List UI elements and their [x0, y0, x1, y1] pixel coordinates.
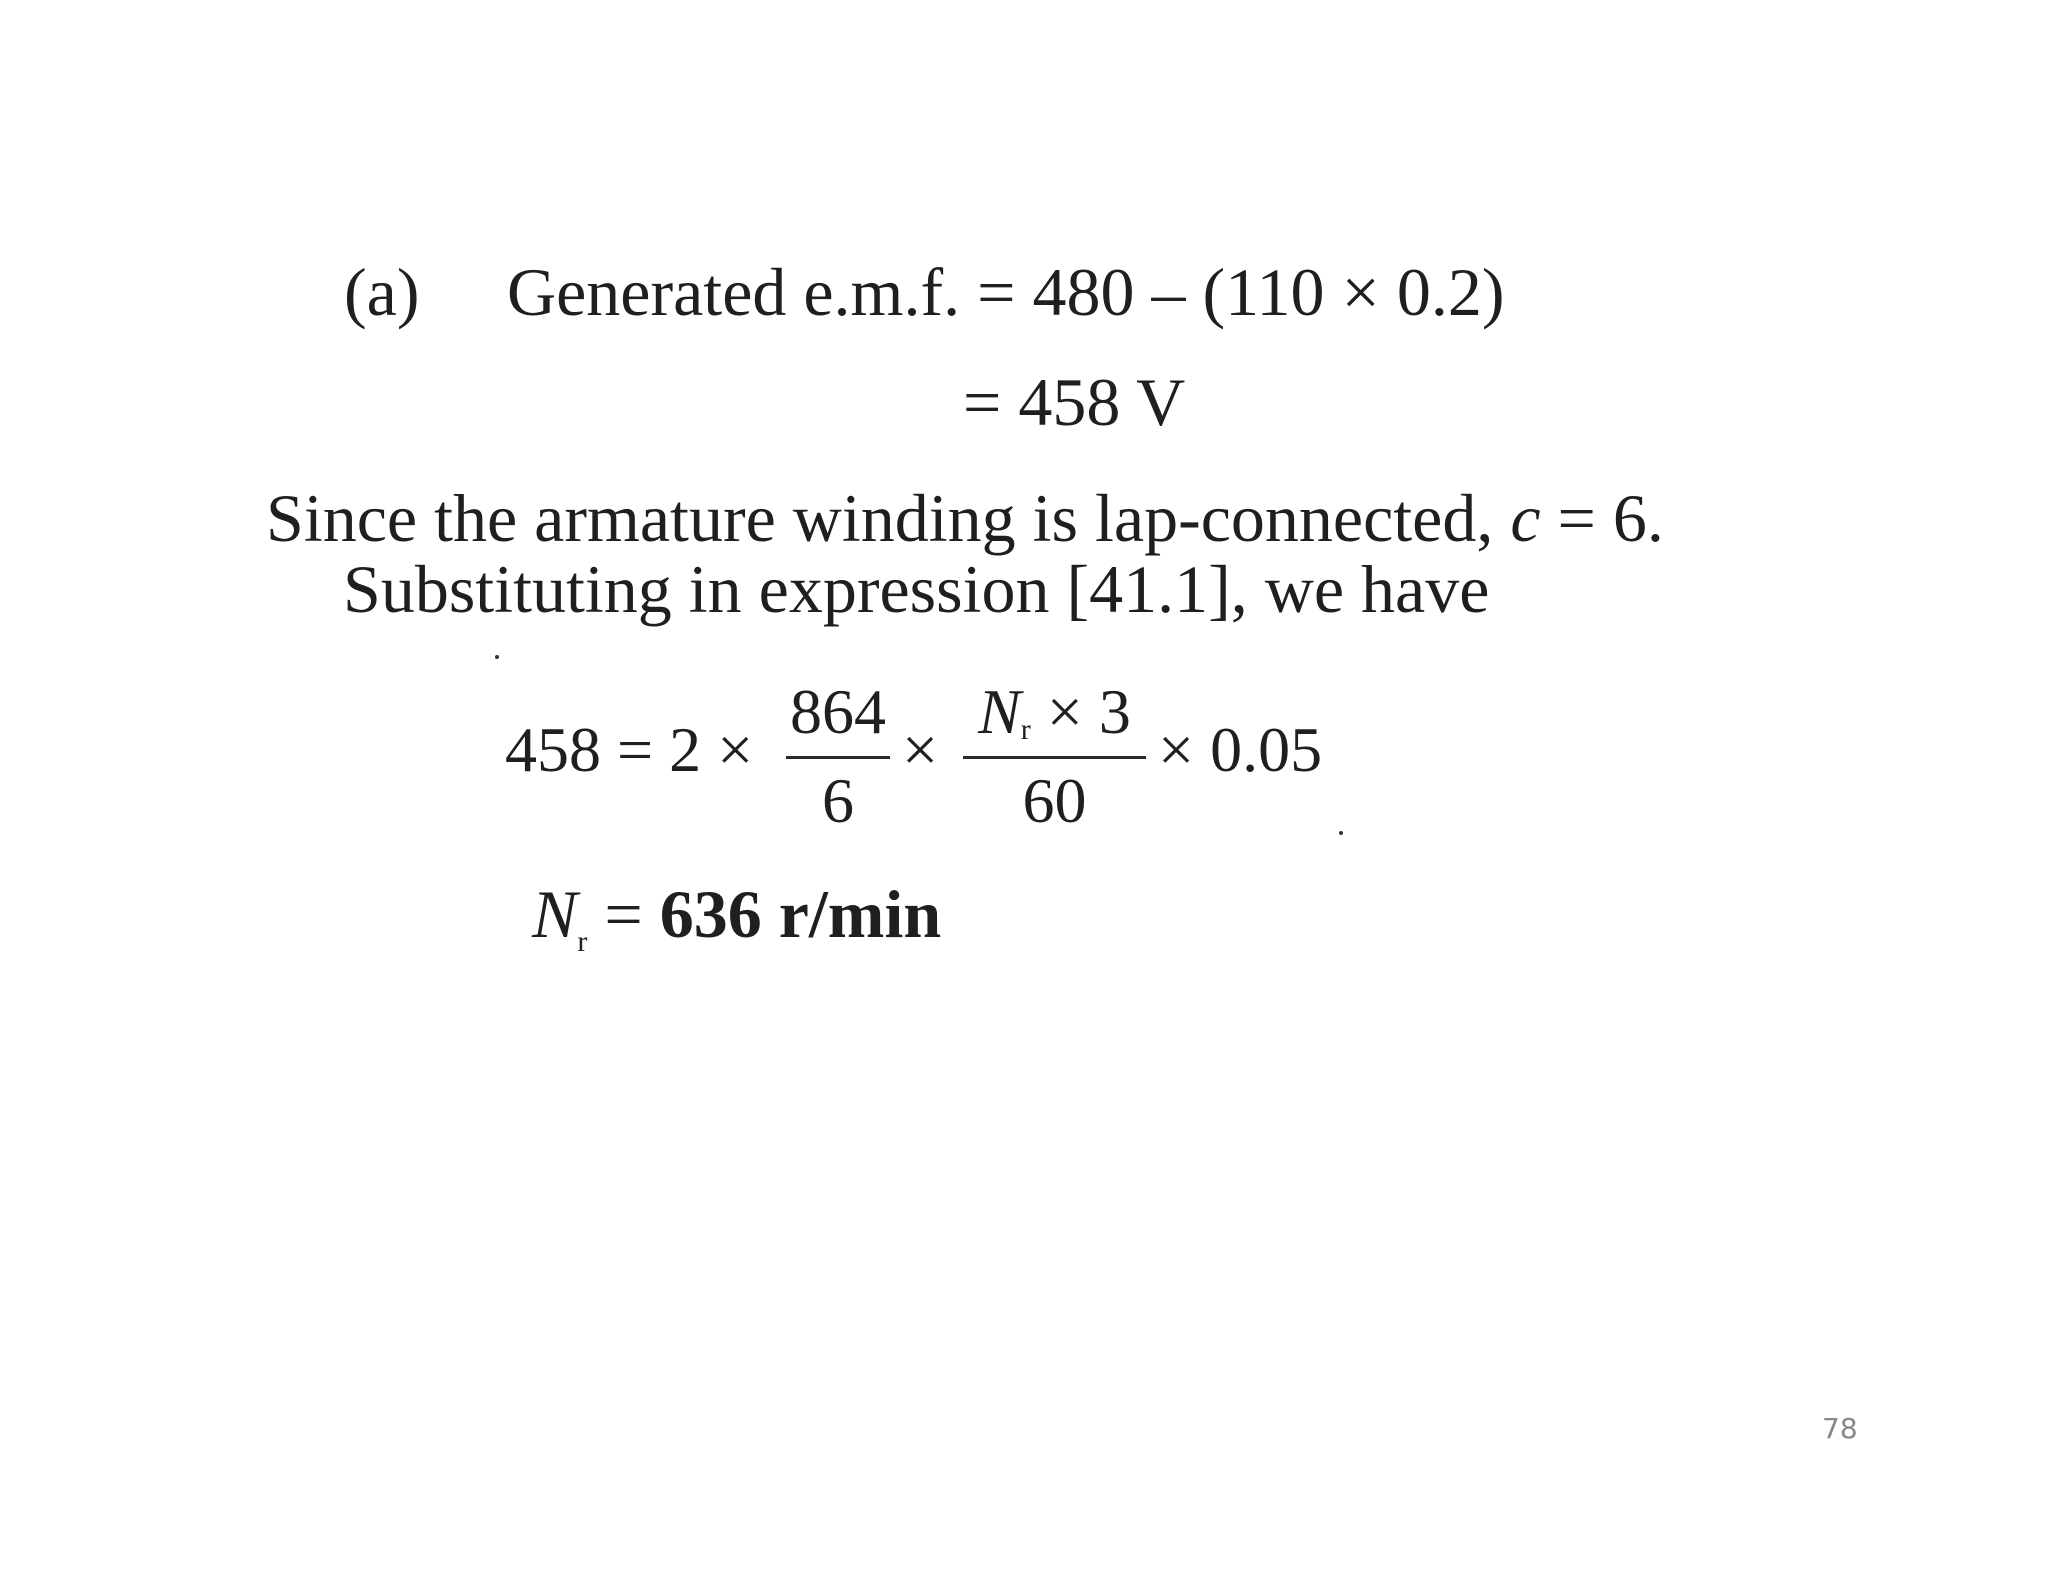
times-sign: × — [902, 714, 939, 785]
nr-subscript: r — [1020, 713, 1031, 746]
c-variable: c — [1510, 480, 1541, 556]
result-value: 636 r/min — [659, 876, 942, 952]
fraction-nr3-over-60 — [963, 676, 1146, 836]
c-value: = 6. — [1557, 480, 1664, 556]
fraction-864-over-6 — [786, 676, 890, 836]
fraction-numerator — [963, 676, 1146, 756]
numerator-rest: × 3 — [1046, 676, 1131, 747]
fraction-denominator: 6 — [822, 765, 854, 836]
fraction-numerator: 864 — [790, 676, 886, 747]
result-subscript: r — [577, 925, 588, 958]
page-number: 78 — [1822, 1412, 1858, 1445]
part-label: (a) — [344, 254, 420, 330]
result-line — [532, 876, 942, 958]
result-equals: = — [604, 876, 643, 952]
since-text: Since the armature winding is lap-connected, — [266, 480, 1494, 556]
result-variable: N — [532, 876, 578, 952]
fraction-bar — [963, 756, 1146, 759]
fraction-denominator: 60 — [1022, 765, 1087, 836]
equation-lhs: 458 = 2 × — [505, 714, 754, 785]
scan-dot — [1339, 831, 1343, 835]
since-sentence — [266, 480, 1664, 556]
emf-equation-line2: = 458 V — [963, 364, 1186, 440]
equation-tail: × 0.05 — [1158, 714, 1323, 785]
fraction-bar — [786, 756, 890, 759]
substituting-sentence: Substituting in expression [41.1], we have — [343, 551, 1490, 627]
nr-variable: N — [978, 676, 1021, 747]
scan-dot — [495, 655, 499, 659]
emf-equation-line1: Generated e.m.f. = 480 – (110 × 0.2) — [507, 254, 1505, 330]
